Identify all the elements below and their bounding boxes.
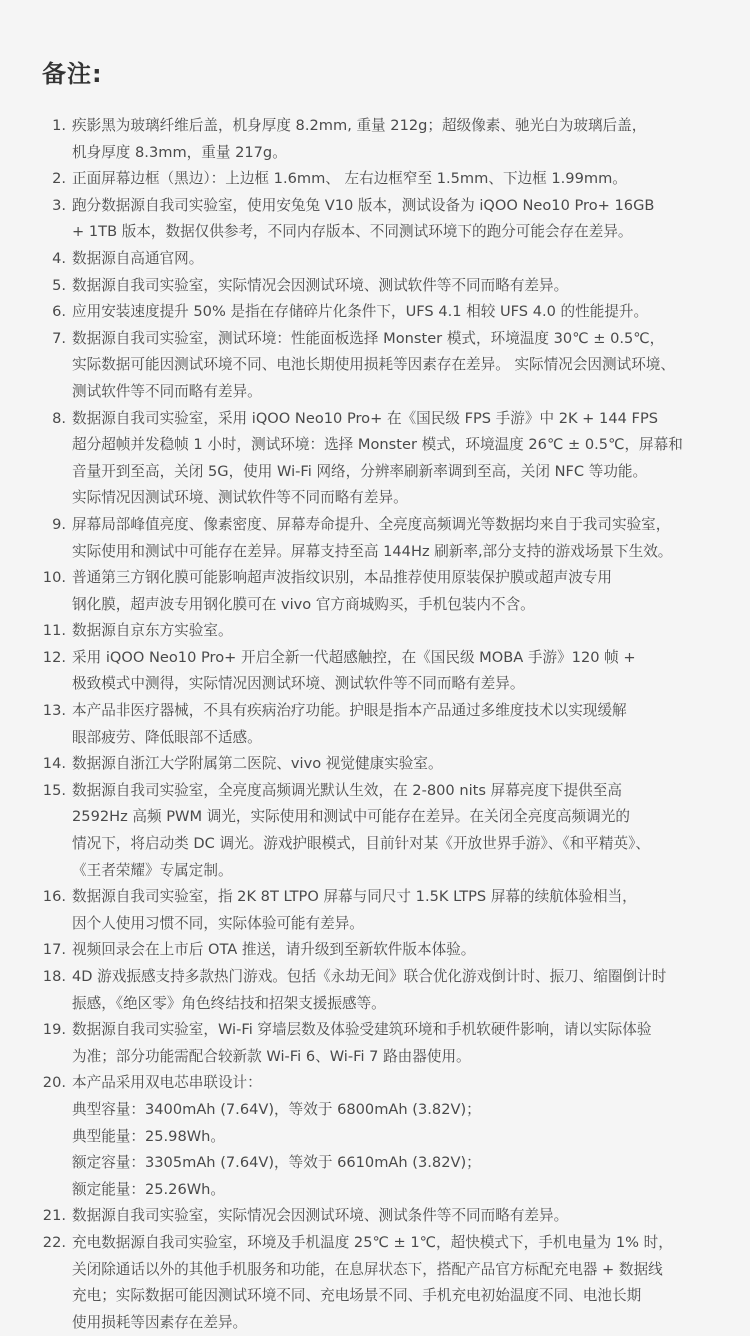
note-text [72,937,724,964]
note-line: 疾影黑为玻璃纤维后盖，机身厚度 8.2mm, 重量 212g；超级像素、驰光白为玻璃后盖， [72,117,647,134]
note-line: 数据源自高通官网。 [72,249,204,267]
note-number: 8. [52,409,66,427]
note-item [36,565,724,618]
note-line: 钢化膜，超声波专用钢化膜可在 vivo 官方商城购买，手机包装内不含。 [72,595,535,613]
note-line: 数据源自京东方实验室。 [72,622,233,640]
note-item [36,193,724,246]
note-text [72,751,724,778]
note-number: 5. [52,276,66,294]
note-number: 20. [42,1074,66,1092]
note-line: 振感，《绝区零》角色终结技和招架支援振感等。 [72,994,386,1012]
note-number: 10. [42,569,66,587]
note-item [36,406,724,512]
note-text [72,246,724,273]
note-line: + 1TB 版本，数据仅供参考，不同内存版本、不同测试环境下的跑分可能会存在差异。 [72,223,633,241]
note-line: 测试软件等不同而略有差异。 [72,382,262,400]
note-line: 因个人使用习惯不同，实际体验可能有差异。 [72,914,364,932]
note-number: 14. [42,755,66,773]
note-item [36,1230,724,1336]
note-line: 充电；实际数据可能因测试环境不同、充电场景不同、手机充电初始温度不同、电池长期 [72,1287,642,1305]
note-number: 15. [42,781,66,799]
note-line: 数据源自我司实验室，实际情况会因测试环境、测试软件等不同而略有差异。 [72,276,569,294]
note-text [72,964,724,1017]
note-item [36,937,724,964]
note-text [72,1203,724,1230]
note-line: 数据源自浙江大学附属第二医院、vivo 视觉健康实验室。 [72,755,443,773]
note-line: 采用 iQOO Neo10 Pro+ 开启全新一代超感触控，在《国民级 MOBA 手游》120 帧 + [72,648,636,666]
note-item [36,1017,724,1070]
note-line: 数据源自我司实验室，Wi-Fi 穿墙层数及体验受建筑环境和手机软硬件影响，请以实际体验 [72,1021,652,1039]
note-item [36,1203,724,1230]
note-line: 实际数据可能因测试环境不同、电池长期使用损耗等因素存在差异。 实际情况会因测试环境、 [72,356,675,374]
note-line: 本产品非医疗器械，不具有疾病治疗功能。护眼是指本产品通过多维度技术以实现缓解 [72,702,627,720]
note-item [36,778,724,884]
note-text [72,326,724,406]
note-line: 实际情况因测试环境、测试软件等不同而略有差异。 [72,489,408,507]
note-line: 屏幕局部峰值亮度、像素密度、屏幕寿命提升、全亮度高频调光等数据均来自于我司实验室， [72,515,671,533]
note-line: 充电数据源自我司实验室，环境及手机温度 25℃ ± 1℃，超快模式下，手机电量为 1% 时， [72,1233,673,1251]
note-line: 应用安装速度提升 50% 是指在存储碎片化条件下，UFS 4.1 相较 UFS 4.0 的性能提升。 [72,303,649,321]
note-line: 为准；部分功能需配合较新款 Wi-Fi 6、Wi-Fi 7 路由器使用。 [72,1047,471,1065]
note-text [72,645,724,698]
note-number: 13. [42,702,66,720]
note-text [72,618,724,645]
note-item [36,113,724,166]
note-line: 实际使用和测试中可能存在差异。屏幕支持至高 144Hz 刷新率,部分支持的游戏场景下生效。 [72,542,673,560]
note-number: 4. [52,249,66,267]
note-item [36,698,724,751]
note-line: 关闭除通话以外的其他手机服务和功能，在息屏状态下，搭配产品官方标配充电器 + 数据线 [72,1260,663,1278]
note-number: 19. [42,1021,66,1039]
note-number: 2. [52,170,66,188]
note-text [72,273,724,300]
note-line: 额定容量：3305mAh (7.64V)，等效于 6610mAh (3.82V)； [72,1154,481,1172]
note-number: 16. [42,888,66,906]
note-text [72,166,724,193]
note-line: 普通第三方钢化膜可能影响超声波指纹识别，本品推荐使用原装保护膜或超声波专用 [72,569,612,587]
note-line: 《王者荣耀》专属定制。 [72,861,233,879]
note-line: 典型能量：25.98Wh。 [72,1127,226,1145]
note-item [36,884,724,937]
note-line: 额定能量：25.26Wh。 [72,1180,226,1198]
note-line: 眼部疲劳、降低眼部不适感。 [72,728,262,746]
note-line: 数据源自我司实验室，采用 iQOO Neo10 Pro+ 在《国民级 FPS 手游》中 2K + 144 FPS [72,409,659,427]
note-line: 数据源自我司实验室，测试环境：性能面板选择 Monster 模式，环境温度 30℃ ± 0.5℃， [72,329,665,347]
page-title: 备注: [42,60,103,88]
note-item [36,166,724,193]
note-line: 跑分数据源自我司实验室，使用安兔兔 V10 版本，测试设备为 iQOO Neo10 Pro+ 16GB [72,196,655,214]
note-item [36,512,724,565]
note-line: 情况下，将启动类 DC 调光。游戏护眼模式，目前针对某《开放世界手游》、《和平精英》、 [72,835,650,853]
note-text [72,193,724,246]
note-item [36,246,724,273]
note-text [72,1017,724,1070]
note-line: 视频回录会在上市后 OTA 推送，请升级到至新软件版本体验。 [72,941,476,959]
note-text [72,113,724,166]
note-number: 6. [52,303,66,321]
note-line: 本产品采用双电芯串联设计： [72,1074,262,1092]
note-item [36,751,724,778]
note-number: 3. [52,196,66,214]
note-item [36,299,724,326]
note-text [72,884,724,937]
note-text [72,565,724,618]
note-line: 2592Hz 高频 PWM 调光，实际使用和测试中可能存在差异。在关闭全亮度高频调光的 [72,808,630,826]
note-text [72,778,724,884]
note-line: 正面屏幕边框（黑边）：上边框 1.6mm、 左右边框窄至 1.5mm、下边框 1.99mm。 [72,170,627,188]
note-number: 21. [42,1207,66,1225]
note-line: 数据源自我司实验室，实际情况会因测试环境、测试条件等不同而略有差异。 [72,1207,569,1225]
note-number: 17. [42,941,66,959]
note-item [36,618,724,645]
note-line: 极致模式中测得，实际情况因测试环境、测试软件等不同而略有差异。 [72,675,525,693]
note-line: 使用损耗等因素存在差异。 [72,1313,248,1331]
note-text [72,512,724,565]
note-line: 数据源自我司实验室，全亮度高频调光默认生效，在 2-800 nits 屏幕亮度下提供至高 [72,781,622,799]
note-line: 超分超帧并发稳帧 1 小时，测试环境：选择 Monster 模式，环境温度 26℃ ± 0.5℃，屏幕和 [72,436,683,454]
note-line: 音量开到至高，关闭 5G，使用 Wi-Fi 网络，分辨率刷新率调到至高，关闭 NFC 等功能。 [72,462,648,480]
note-text [72,698,724,751]
note-text [72,406,724,512]
note-line: 典型容量：3400mAh (7.64V)，等效于 6800mAh (3.82V)； [72,1100,481,1118]
note-number: 18. [42,968,66,985]
note-number: 1. [52,117,66,134]
note-item [36,273,724,300]
note-item [36,964,724,1017]
note-text [72,1230,724,1336]
note-line: 机身厚度 8.3mm，重量 217g。 [72,143,287,161]
note-number: 12. [42,648,66,666]
note-line: 4D 游戏振感支持多款热门游戏。包括《永劫无间》联合优化游戏倒计时、振刀、缩圈倒计时 [72,968,667,985]
note-item [36,645,724,698]
notes-list [36,113,724,1336]
note-text [72,299,724,326]
note-number: 22. [42,1233,66,1251]
note-number: 9. [52,515,66,533]
note-number: 7. [52,329,66,347]
note-text [72,1070,724,1203]
note-item [36,1070,724,1203]
note-item [36,326,724,406]
note-line: 数据源自我司实验室，指 2K 8T LTPO 屏幕与同尺寸 1.5K LTPS 屏幕的续航体验相当， [72,888,637,906]
note-number: 11. [42,622,66,640]
